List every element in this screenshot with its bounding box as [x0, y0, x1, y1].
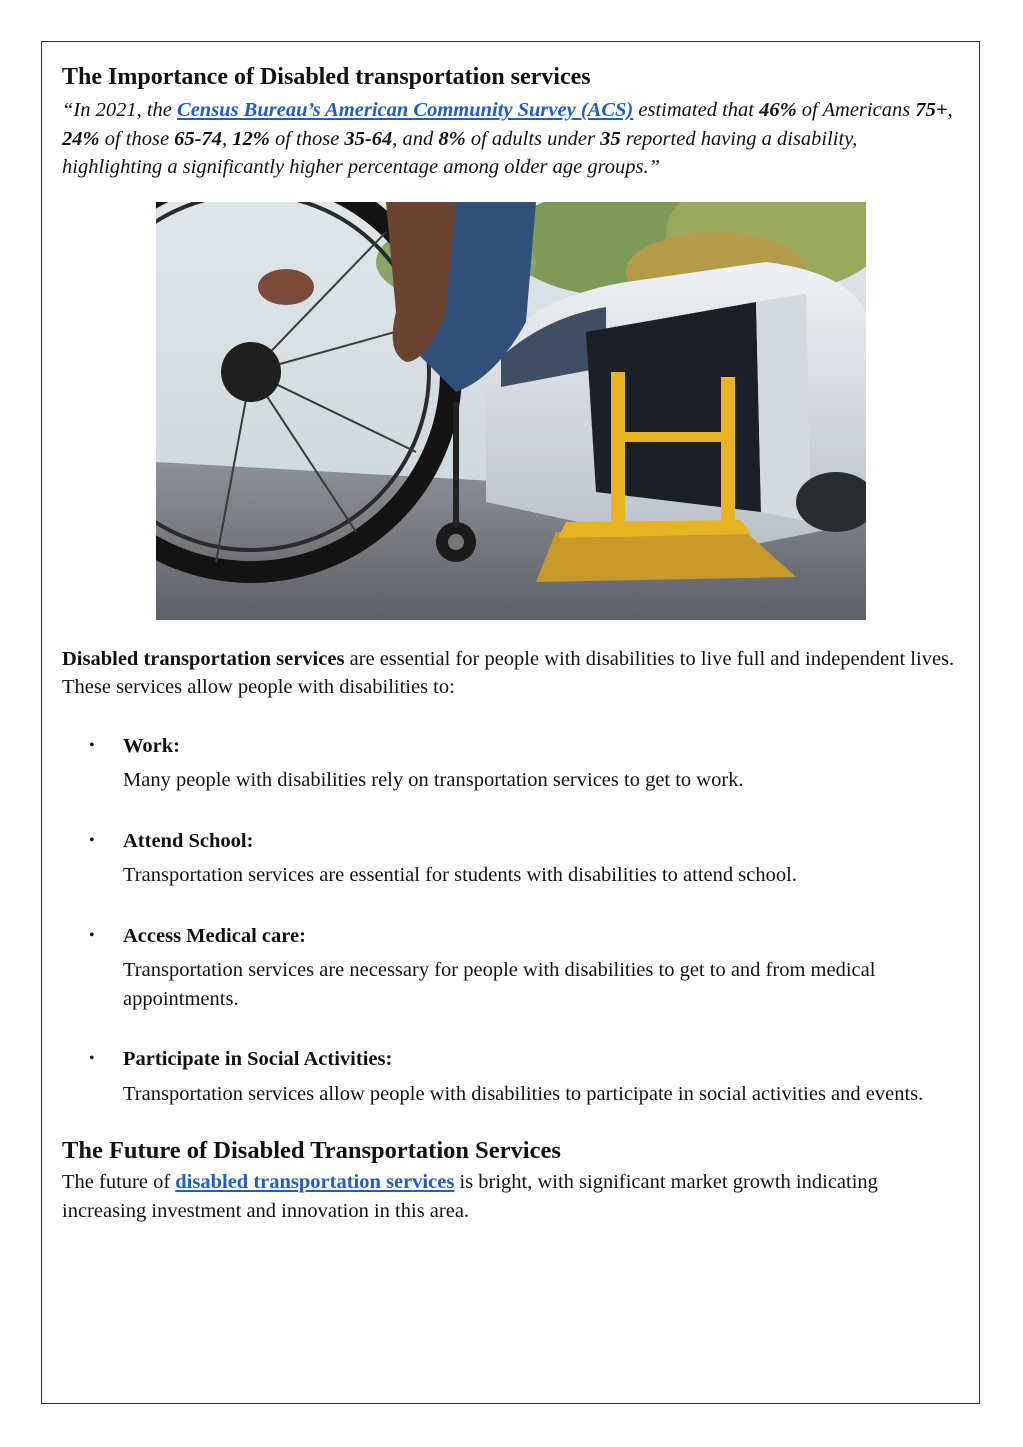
list-item-title: Participate in Social Activities: [123, 1048, 393, 1070]
stat-46: 46% [759, 99, 797, 121]
section-title-future: The Future of Disabled Transportation Services [62, 1137, 561, 1164]
census-acs-link[interactable]: Census Bureau’s American Community Survey (ACS) [177, 99, 634, 121]
age-65-74: 65-74 [174, 127, 222, 150]
quote-text: of adults under [465, 127, 601, 150]
list-item-text: Transportation services are essential for students with disabilities to attend school. [123, 864, 797, 886]
bullet-icon: • [89, 831, 95, 849]
quote-text: “In 2021, the [62, 99, 178, 121]
age-under-35: 35 [600, 127, 621, 150]
census-quote [62, 96, 960, 182]
quote-text: , [222, 127, 233, 150]
quote-text: estimated that [633, 99, 760, 121]
intro-bold-term: Disabled transportation services [62, 647, 345, 670]
future-paragraph [62, 1168, 960, 1225]
intro-paragraph [62, 645, 960, 702]
list-item-text: Transportation services allow people with disabilities to participate in social activities and events. [123, 1082, 924, 1105]
bullet-icon: • [89, 736, 95, 754]
quote-text: of those [99, 127, 175, 150]
bullet-icon: • [89, 1050, 95, 1067]
list-item-text: Many people with disabilities rely on transportation services to get to work. [123, 769, 744, 791]
wheelchair-van-photo [156, 202, 866, 620]
age-75: 75+ [915, 99, 948, 121]
age-35-64: 35-64 [344, 127, 393, 150]
disabled-transportation-link[interactable]: disabled transportation services [175, 1171, 455, 1193]
list-item [62, 922, 960, 1014]
list-item-text: Transportation services are necessary for people with disabilities to get to and from medical appointments. [123, 959, 876, 1010]
quote-text: of Americans [796, 99, 916, 121]
bullet-icon: • [89, 926, 95, 944]
list-item [62, 1045, 960, 1108]
quote-text: , [947, 99, 953, 121]
section-title-importance: The Importance of Disabled transportation services [62, 64, 591, 90]
stat-8: 8% [438, 127, 466, 150]
future-text: The future of [62, 1171, 176, 1193]
quote-text: , and [392, 127, 439, 150]
future-text: is bright, with significant market growth indicating increasing investment and innovation in this area. [62, 1171, 878, 1222]
stat-24: 24% [62, 127, 100, 150]
benefits-list [62, 732, 960, 1109]
list-item-title: Access Medical care: [123, 924, 306, 947]
list-item-title: Attend School: [123, 829, 254, 852]
list-item-title: Work: [123, 734, 180, 757]
document-body [62, 60, 960, 1225]
quote-text: of those [269, 127, 345, 150]
intro-text: are essential for people with disabilities to live full and independent lives. These services allow people with disabilities to: [62, 647, 955, 698]
list-item [62, 732, 960, 795]
quote-text: reported having a disability, highlighting a significantly higher percentage among older age groups.” [62, 127, 858, 178]
stat-12: 12% [232, 127, 270, 150]
list-item [62, 827, 960, 890]
